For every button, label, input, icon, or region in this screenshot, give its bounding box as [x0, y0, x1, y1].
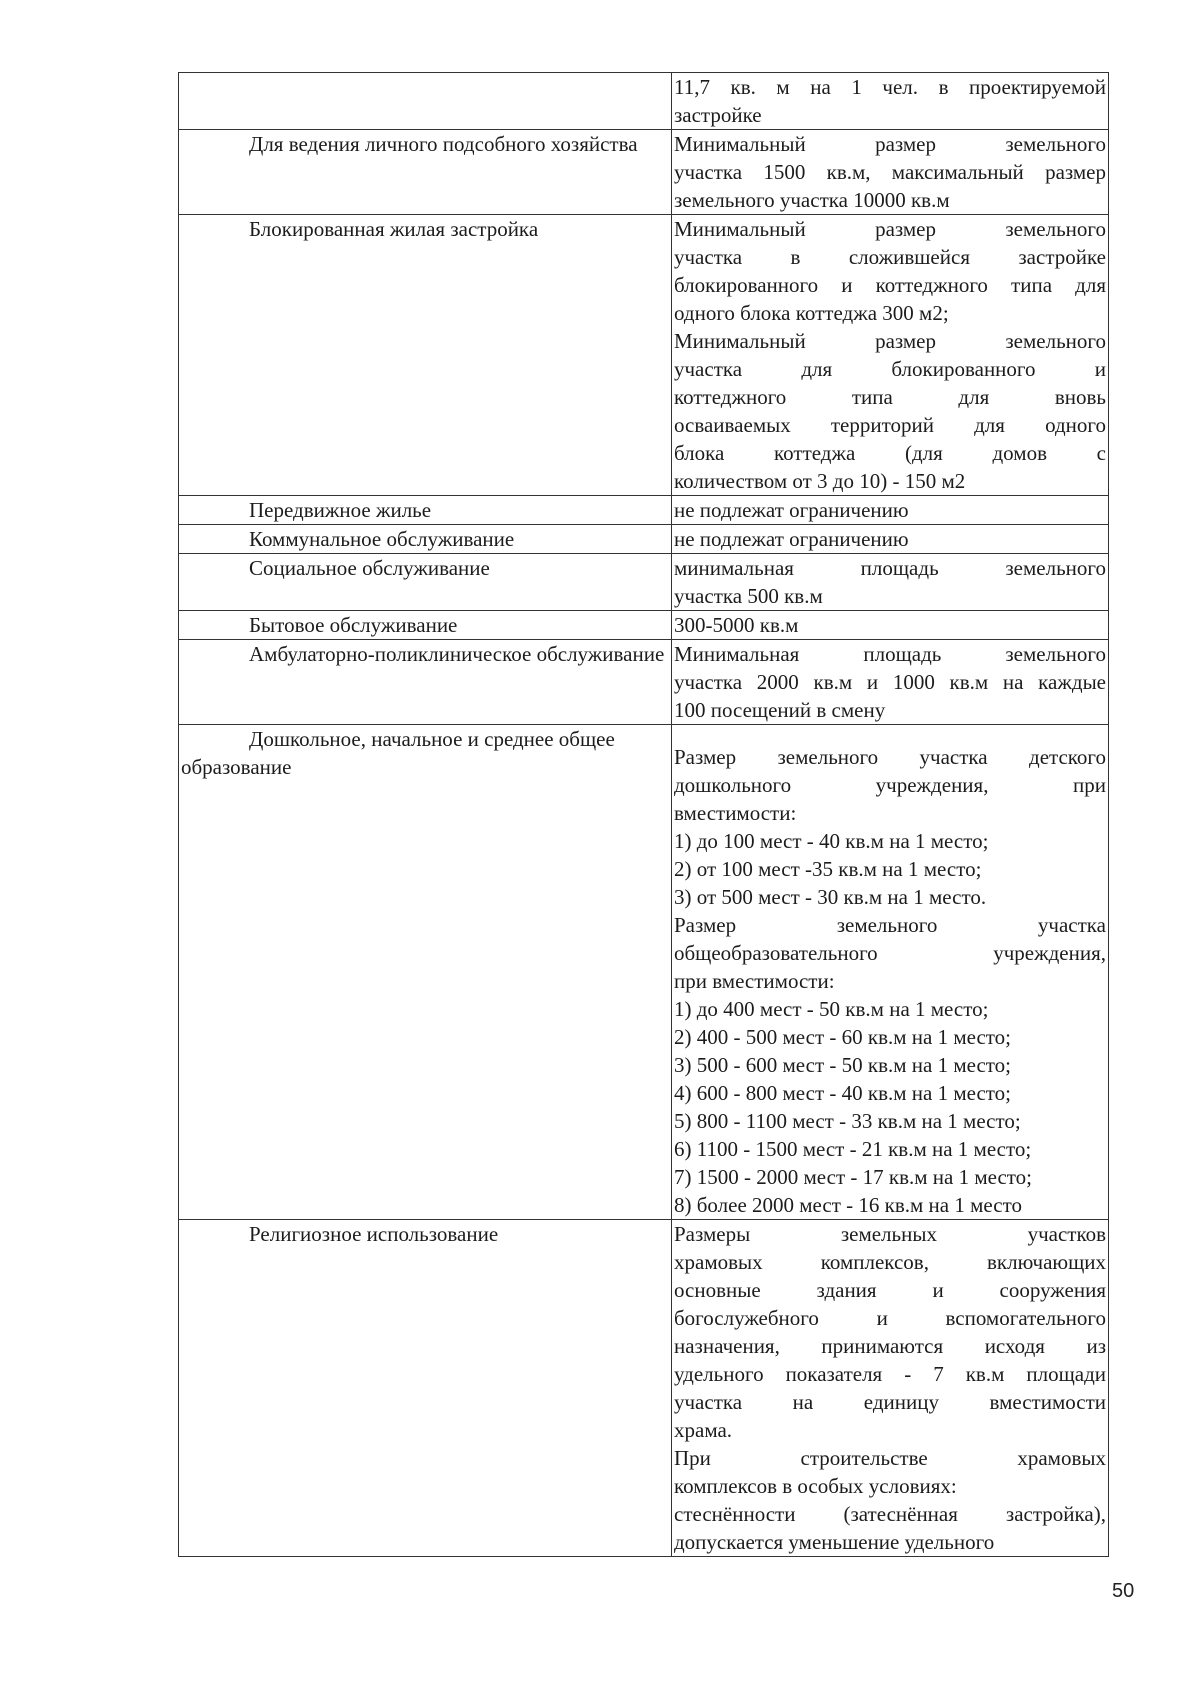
- parameter-line: земельного участка 10000 кв.м: [674, 188, 950, 212]
- parameter-line: 1) до 400 мест - 50 кв.м на 1 место;: [674, 997, 989, 1021]
- parameter-line: вместимости:: [674, 801, 797, 825]
- table-row: [179, 611, 1109, 640]
- table-row: [179, 496, 1109, 525]
- parameter-line: 8) более 2000 мест - 16 кв.м на 1 место: [674, 1193, 1022, 1217]
- table-row: [179, 640, 1109, 725]
- parameter-line: удельного показателя - 7 кв.м площади: [674, 1362, 1106, 1386]
- parameter-cell: [672, 525, 1109, 554]
- parameter-line: основные здания и сооружения: [674, 1278, 1106, 1302]
- regulations-table: [178, 72, 1109, 1557]
- parameter-line: Минимальный размер земельного: [674, 132, 1106, 156]
- parameter-line: храмовых комплексов, включающих: [674, 1250, 1106, 1274]
- parameter-cell: [672, 1220, 1109, 1557]
- parameter-line: участка для блокированного и: [674, 357, 1106, 381]
- parameter-line: Размер земельного участка: [674, 913, 1106, 937]
- parameter-line: 100 посещений в смену: [674, 698, 886, 722]
- use-type-name: Религиозное использование: [249, 1222, 499, 1246]
- use-type-name: Дошкольное, начальное и среднее общее образование: [181, 727, 615, 779]
- use-type-name: Передвижное жилье: [249, 498, 432, 522]
- parameter-line: 4) 600 - 800 мест - 40 кв.м на 1 место;: [674, 1081, 1012, 1105]
- parameter-line: комплексов в особых условиях:: [674, 1474, 957, 1498]
- table-body: [179, 73, 1109, 1557]
- use-type-cell: [179, 130, 672, 215]
- parameter-cell: [672, 496, 1109, 525]
- parameter-line: стеснённости (затеснённая застройка),: [674, 1502, 1106, 1526]
- use-type-cell: [179, 215, 672, 496]
- parameter-line: дошкольного учреждения, при: [674, 773, 1106, 797]
- parameter-line: количеством от 3 до 10) - 150 м2: [674, 469, 966, 493]
- use-type-name: Коммунальное обслуживание: [249, 527, 515, 551]
- parameter-line: минимальная площадь земельного: [674, 556, 1106, 580]
- table-row: [179, 215, 1109, 496]
- parameter-line: Минимальный размер земельного: [674, 217, 1106, 241]
- parameter-line: при вместимости:: [674, 969, 835, 993]
- table-row: [179, 73, 1109, 130]
- parameter-cell: [672, 215, 1109, 496]
- parameter-line: участка в сложившейся застройке: [674, 245, 1106, 269]
- use-type-name: Бытовое обслуживание: [249, 613, 458, 637]
- parameter-cell: [672, 554, 1109, 611]
- parameter-line: 300-5000 кв.м: [674, 613, 799, 637]
- parameter-line: участка 2000 кв.м и 1000 кв.м на каждые: [674, 670, 1106, 694]
- parameter-cell: [672, 611, 1109, 640]
- table-row: [179, 725, 1109, 1220]
- parameter-line: 2) от 100 мест -35 кв.м на 1 место;: [674, 857, 982, 881]
- table-row: [179, 554, 1109, 611]
- parameter-line: не подлежат ограничению: [674, 498, 909, 522]
- use-type-cell: [179, 73, 672, 130]
- table-row: [179, 130, 1109, 215]
- parameter-line: участка 1500 кв.м, максимальный размер: [674, 160, 1106, 184]
- parameter-line: назначения, принимаются исходя из: [674, 1334, 1106, 1358]
- parameter-cell: [672, 73, 1109, 130]
- parameter-line: богослужебного и вспомогательного: [674, 1306, 1106, 1330]
- parameter-line: блока коттеджа (для домов с: [674, 441, 1106, 465]
- parameter-line: Минимальный размер земельного: [674, 329, 1106, 353]
- parameter-line: 3) от 500 мест - 30 кв.м на 1 место.: [674, 885, 987, 909]
- parameter-line: допускается уменьшение удельного: [674, 1530, 995, 1554]
- parameter-line: храма.: [674, 1418, 733, 1442]
- parameter-line: 1) до 100 мест - 40 кв.м на 1 место;: [674, 829, 989, 853]
- parameter-line: застройке: [674, 103, 762, 127]
- parameter-line: участка 500 кв.м: [674, 584, 823, 608]
- use-type-name: Блокированная жилая застройка: [249, 217, 539, 241]
- parameter-line: Размер земельного участка детского: [674, 745, 1106, 769]
- table-row: [179, 525, 1109, 554]
- use-type-cell: [179, 554, 672, 611]
- parameter-line: 6) 1100 - 1500 мест - 21 кв.м на 1 место;: [674, 1137, 1032, 1161]
- use-type-cell: [179, 525, 672, 554]
- table-row: [179, 1220, 1109, 1557]
- use-type-name: Амбулаторно-поликлиническое обслуживание: [249, 642, 665, 666]
- use-type-cell: [179, 611, 672, 640]
- parameter-line: Размеры земельных участков: [674, 1222, 1106, 1246]
- parameter-line: не подлежат ограничению: [674, 527, 909, 551]
- parameter-line: 2) 400 - 500 мест - 60 кв.м на 1 место;: [674, 1025, 1012, 1049]
- parameter-cell: [672, 725, 1109, 1220]
- parameter-line: одного блока коттеджа 300 м2;: [674, 301, 949, 325]
- parameter-line: участка на единицу вместимости: [674, 1390, 1106, 1414]
- parameter-line: Минимальная площадь земельного: [674, 642, 1106, 666]
- parameter-line: общеобразовательного учреждения,: [674, 941, 1106, 965]
- parameter-line: При строительстве храмовых: [674, 1446, 1106, 1470]
- parameter-line: блокированного и коттеджного типа для: [674, 273, 1106, 297]
- use-type-cell: [179, 1220, 672, 1557]
- use-type-cell: [179, 725, 672, 1220]
- use-type-cell: [179, 496, 672, 525]
- parameter-cell: [672, 130, 1109, 215]
- use-type-name: Для ведения личного подсобного хозяйства: [249, 132, 638, 156]
- parameter-line: 5) 800 - 1100 мест - 33 кв.м на 1 место;: [674, 1109, 1021, 1133]
- use-type-name: Социальное обслуживание: [249, 556, 490, 580]
- parameter-cell: [672, 640, 1109, 725]
- parameter-line: коттеджного типа для вновь: [674, 385, 1106, 409]
- parameter-line: 7) 1500 - 2000 мест - 17 кв.м на 1 место;: [674, 1165, 1033, 1189]
- use-type-cell: [179, 640, 672, 725]
- page-number: 50: [1112, 1580, 1135, 1602]
- parameter-line: 3) 500 - 600 мест - 50 кв.м на 1 место;: [674, 1053, 1012, 1077]
- parameter-line: 11,7 кв. м на 1 чел. в проектируемой: [674, 75, 1106, 99]
- parameter-line: осваиваемых территорий для одного: [674, 413, 1106, 437]
